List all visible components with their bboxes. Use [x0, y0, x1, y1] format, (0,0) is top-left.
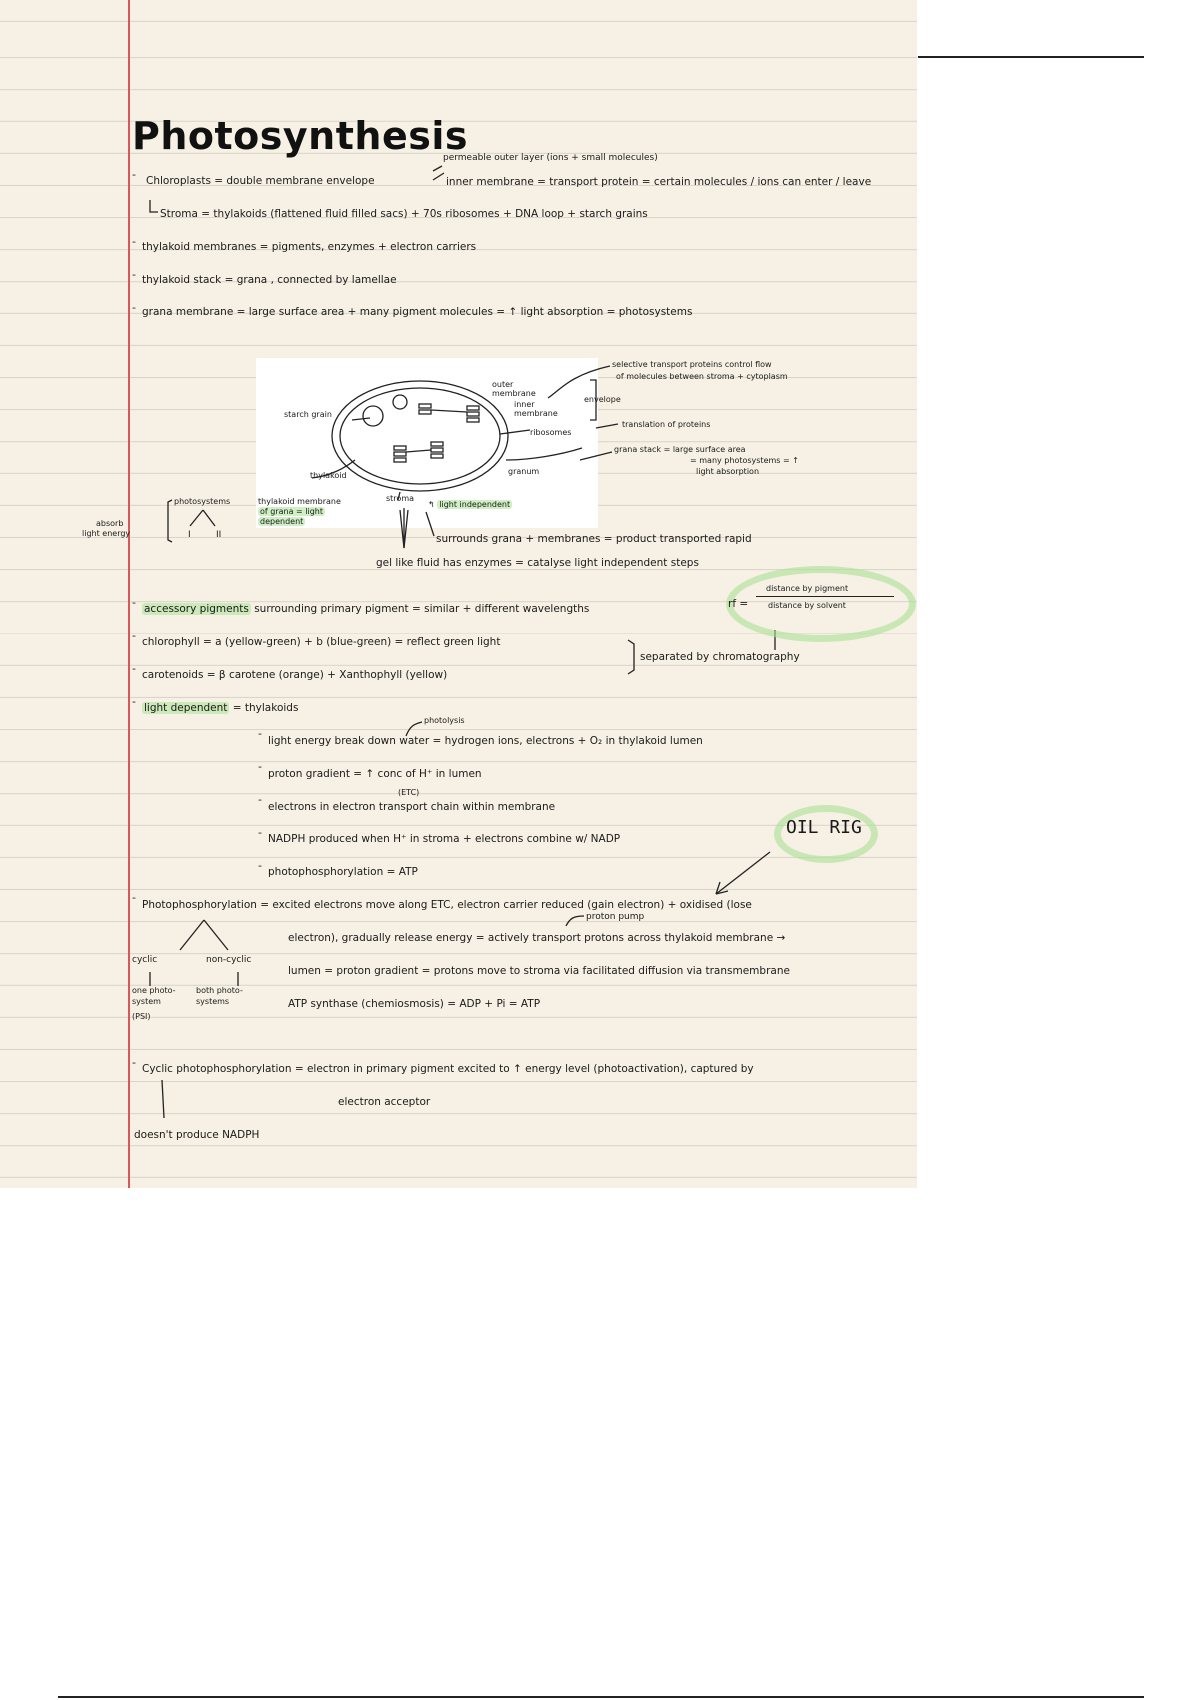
cyclic-line-1: Cyclic photophosphorylation = electron in primary pigment excited to ↑ energy level (photoactivation), captured by	[142, 1063, 754, 1075]
cyclic-outcome: doesn't produce NADPH	[134, 1129, 260, 1141]
bullet-mark: -	[132, 596, 136, 609]
oil-rig-label: OIL RIG	[786, 817, 862, 838]
light-dependent-rest: = thylakoids	[232, 702, 299, 714]
photophos-line-1: Photophosphorylation = excited electrons move along ETC, electron carrier reduced (gain electron) + oxidised (lose	[142, 899, 752, 911]
bullet-mark: -	[132, 1056, 136, 1069]
label-photosystems: photosystems	[174, 497, 231, 506]
page-title: Photosynthesis	[132, 114, 468, 158]
photophos-line-4: ATP synthase (chemiosmosis) = ADP + Pi = ATP	[288, 998, 541, 1010]
label-dependent	[258, 517, 305, 526]
label-light-energy: light energy	[82, 529, 131, 538]
label-grana-stack: grana stack = large surface area	[614, 445, 746, 454]
both-photosystems-label-2: systems	[196, 997, 230, 1006]
inner-membrane-note: inner membrane = transport protein = certain molecules / ions can enter / leave	[446, 176, 872, 188]
chloroplast-inner-membrane	[340, 388, 500, 484]
cyclic-label: cyclic	[132, 955, 158, 965]
chlorophyll-line: chlorophyll = a (yellow-green) + b (blue-green) = reflect green light	[142, 636, 501, 648]
non-cyclic-label: non-cyclic	[206, 955, 252, 965]
proton-pump-note: proton pump	[586, 912, 645, 922]
surrounds-line: surrounds grana + membranes = product transported rapid	[436, 533, 752, 545]
light-dependent-highlight: light dependent	[144, 702, 228, 714]
accessory-highlight: accessory pigments	[144, 603, 249, 615]
page-bottom-rule	[58, 1696, 1144, 1698]
thylakoid-stack-line: thylakoid stack = grana , connected by lamellae	[142, 274, 397, 286]
bullet-mark: -	[258, 793, 262, 806]
dependent-highlight: dependent	[260, 517, 304, 526]
cyclic-line-2: electron acceptor	[338, 1096, 431, 1108]
label-thylakoid-membrane: thylakoid membrane	[258, 497, 341, 506]
grana-membrane-line: grana membrane = large surface area + many pigment molecules = ↑ light absorption = photosystems	[142, 306, 693, 318]
label-granum: granum	[508, 467, 540, 476]
accessory-rest: surrounding primary pigment = similar + different wavelengths	[254, 603, 590, 615]
bullet-mark: -	[132, 662, 136, 675]
outer-layer-note: permeable outer layer (ions + small molecules)	[443, 153, 658, 163]
rf-fraction-bar	[756, 596, 894, 597]
bullet-mark: -	[258, 727, 262, 740]
label-selective-transport: selective transport proteins control flow	[612, 360, 772, 369]
rf-numerator: distance by pigment	[766, 584, 849, 593]
etc-note: (ETC)	[398, 788, 420, 797]
bullet-mark: -	[258, 859, 262, 872]
in-grana-highlight: of grana = light	[260, 507, 324, 516]
bullet-mark: -	[132, 891, 136, 904]
ld-step-2: proton gradient = ↑ conc of H⁺ in lumen	[268, 768, 482, 780]
bullet-mark: -	[258, 826, 262, 839]
label-translation: translation of proteins	[622, 420, 711, 429]
label-in-grana	[258, 507, 325, 516]
both-photosystems-label: both photo-	[196, 986, 243, 995]
accessory-line	[142, 603, 589, 615]
photolysis-note: photolysis	[424, 716, 465, 725]
carotenoids-line: carotenoids = β carotene (orange) + Xanthophyll (yellow)	[142, 669, 448, 681]
ld-step-3: electrons in electron transport chain within membrane	[268, 801, 556, 813]
photophos-line-3: lumen = proton gradient = protons move to stroma via facilitated diffusion via transmembrane	[288, 965, 790, 977]
bullet-mark: -	[258, 760, 262, 773]
bullet-mark: -	[132, 695, 136, 708]
bullet-mark: -	[132, 268, 136, 281]
starch-grain	[363, 406, 383, 426]
label-starch-grain: starch grain	[284, 410, 332, 419]
label-grana-stack-2: = many photosystems = ↑	[690, 456, 799, 465]
label-thylakoid: thylakoid	[310, 471, 347, 480]
ld-step-5: photophosphorylation = ATP	[268, 866, 418, 878]
ld-step-4: NADPH produced when H⁺ in stroma + electrons combine w/ NADP	[268, 833, 621, 845]
starch-grain	[393, 395, 407, 409]
label-envelope: envelope	[584, 395, 621, 404]
label-inner-membrane: inner membrane	[514, 400, 558, 418]
bullet-mark: -	[132, 629, 136, 642]
one-photosystem-label-2: system	[132, 997, 161, 1006]
label-photosystem-one: I	[188, 530, 191, 540]
bullet-mark: -	[132, 301, 136, 314]
psi-label: (PSI)	[132, 1012, 151, 1021]
chloroplast-outer-membrane	[332, 381, 508, 491]
label-light-independent: ↰ light independent	[428, 500, 511, 509]
gel-like-line: gel like fluid has enzymes = catalyse light independent steps	[376, 557, 699, 569]
label-absorb: absorb	[96, 519, 124, 528]
label-ribosomes: ribosomes	[530, 428, 572, 437]
rf-denominator: distance by solvent	[768, 601, 846, 610]
bullet-mark: -	[132, 235, 136, 248]
thylakoid-membrane-line: thylakoid membranes = pigments, enzymes + electron carriers	[142, 241, 477, 253]
chloroplast-line: Chloroplasts = double membrane envelope	[146, 175, 375, 187]
rf-label: rf =	[728, 598, 749, 610]
photophos-line-2: electron), gradually release energy = actively transport protons across thylakoid membrane →	[288, 932, 786, 944]
one-photosystem-label: one photo-	[132, 986, 176, 995]
ld-step-1: light energy break down water = hydrogen ions, electrons + O₂ in thylakoid lumen	[268, 735, 703, 747]
separated-note: separated by chromatography	[640, 651, 800, 663]
label-selective-transport-2: of molecules between stroma + cytoplasm	[616, 372, 788, 381]
page-top-rule	[918, 56, 1144, 58]
stroma-line: Stroma = thylakoids (flattened fluid filled sacs) + 70s ribosomes + DNA loop + starch grains	[160, 208, 648, 220]
bullet-mark: -	[132, 168, 136, 181]
label-stroma: stroma	[386, 494, 415, 503]
label-photosystem-two: II	[216, 530, 222, 540]
light-dependent-heading	[142, 702, 298, 714]
label-grana-stack-3: light absorption	[696, 467, 760, 476]
label-outer-membrane: outer membrane	[492, 380, 536, 398]
light-independent-highlight: light independent	[439, 500, 511, 509]
